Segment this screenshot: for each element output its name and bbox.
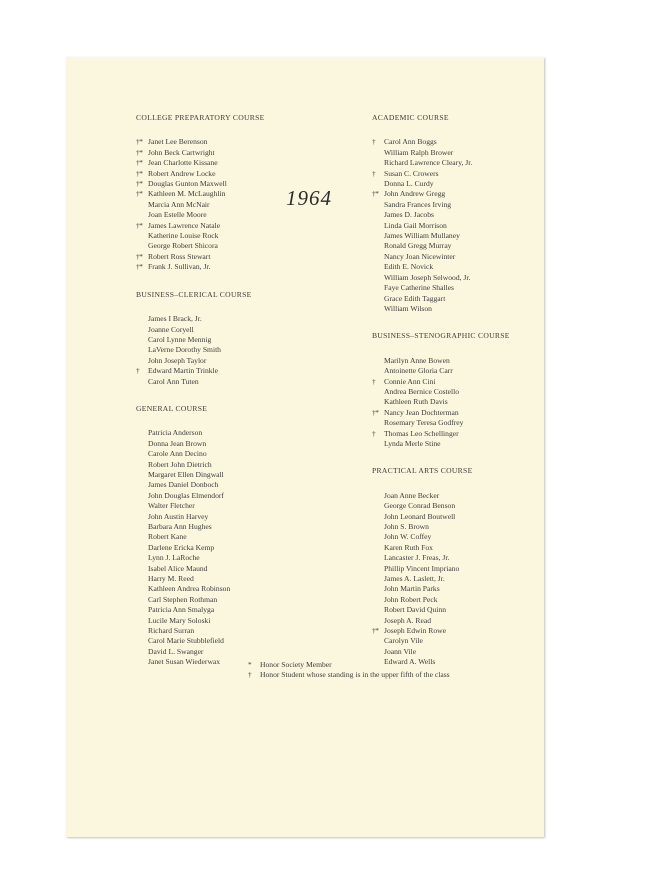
student-name: James D. Jacobs: [384, 210, 434, 220]
legend-text: Honor Society Member: [260, 660, 332, 669]
student-row: [372, 512, 552, 522]
student-name: Kathleen Andrea Robinson: [148, 584, 231, 594]
course-section-business-clerical-course: [136, 290, 336, 387]
honor-mark: †*: [372, 189, 379, 199]
honor-mark: †: [372, 168, 376, 178]
student-row: [372, 179, 552, 189]
student-row: [372, 169, 552, 179]
student-row: [372, 294, 552, 304]
student-name: John S. Brown: [384, 522, 429, 531]
student-row: [136, 231, 336, 241]
student-row: [136, 564, 336, 574]
course-heading: PRACTICAL ARTS COURSE: [372, 466, 473, 476]
student-name: John Douglas Elmendorf: [148, 490, 224, 500]
student-name: William Joseph Selwood, Jr.: [384, 272, 471, 282]
student-row: [372, 501, 552, 511]
student-name: Douglas Gunton Maxwell: [148, 179, 227, 189]
student-name: Faye Catherine Shalles: [384, 283, 455, 293]
student-name: Robert Andrew Locke: [148, 168, 216, 178]
honor-mark: †*: [136, 251, 143, 261]
student-name: Frank J. Sullivan, Jr.: [148, 262, 211, 272]
student-name: Joseph Edwin Rowe: [384, 626, 447, 636]
student-row: [372, 200, 552, 210]
student-name: Phillip Vincent Impriano: [384, 563, 460, 573]
student-name: Rosemary Teresa Godfrey: [384, 418, 464, 428]
student-name: William Ralph Brower: [384, 147, 454, 157]
student-row: [372, 636, 552, 646]
student-name: Harry M. Reed: [148, 574, 194, 584]
course-section-general-course: [136, 404, 336, 668]
student-row: [136, 460, 336, 470]
student-name: Kathleen Ruth Davis: [384, 397, 448, 407]
honor-mark: †*: [136, 179, 143, 189]
course-section-practical-arts-course: [372, 466, 552, 667]
student-row: [136, 595, 336, 605]
student-name: Andrea Bernice Costello: [384, 386, 460, 396]
student-row: [136, 366, 336, 376]
course-heading: GENERAL COURSE: [136, 403, 208, 413]
student-row: [136, 574, 336, 584]
student-row: [372, 231, 552, 241]
honor-mark: †*: [372, 626, 379, 636]
student-row: [136, 325, 336, 335]
student-name: John Joseph Taylor: [148, 355, 207, 365]
legend: [248, 660, 450, 681]
student-name: Carolyn Vile: [384, 636, 423, 646]
student-name: Marilyn Anne Bowen: [384, 355, 450, 365]
student-row: [136, 158, 336, 168]
student-row: [136, 480, 336, 490]
student-row: [372, 210, 552, 220]
student-row: [136, 262, 336, 272]
course-heading: COLLEGE PREPARATORY COURSE: [136, 113, 265, 122]
student-row: [136, 335, 336, 345]
student-name: John W. Coffey: [384, 532, 432, 542]
student-row: [372, 543, 552, 553]
student-name: LaVerne Dorothy Smith: [148, 345, 221, 355]
student-name: Isabel Alice Maund: [148, 563, 208, 573]
student-name: Barbara Ann Hughes: [148, 522, 212, 531]
student-row: [136, 636, 336, 646]
student-row: [136, 137, 336, 147]
student-name: Carl Stephen Rothman: [148, 594, 218, 604]
student-row: [136, 543, 336, 553]
student-row: [372, 616, 552, 626]
student-row: [372, 366, 552, 376]
student-name: Joan Estelle Moore: [148, 210, 207, 220]
student-name: John Andrew Gregg: [384, 189, 446, 199]
student-name: John Beck Cartwright: [148, 147, 215, 157]
student-name: Nancy Joan Nicewinter: [384, 251, 456, 261]
student-row: [372, 595, 552, 605]
student-name: Marcia Ann McNair: [148, 199, 210, 209]
student-row: [136, 241, 336, 251]
student-row: [136, 553, 336, 563]
student-row: [372, 397, 552, 407]
student-row: [372, 283, 552, 293]
student-name: John Austin Harvey: [148, 511, 209, 521]
course-section-business-stenographic-course: [372, 331, 552, 449]
honor-mark: †*: [136, 189, 143, 199]
student-row: [372, 418, 552, 428]
honor-mark: †: [372, 428, 376, 438]
student-name: Walter Fletcher: [148, 501, 195, 511]
student-name: Janet Lee Berenson: [148, 137, 208, 147]
student-name: Patricia Anderson: [148, 428, 203, 438]
legend-text: Honor Student whose standing is in the upper fifth of the class: [260, 670, 450, 680]
student-row: [136, 356, 336, 366]
student-row: [372, 148, 552, 158]
student-row: [372, 605, 552, 615]
student-name: Carol Lynne Mennig: [148, 334, 212, 344]
student-name: George Conrad Benson: [384, 501, 456, 511]
student-row: [372, 522, 552, 532]
student-name: James A. Laslett, Jr.: [384, 574, 445, 584]
honor-mark: †*: [372, 407, 379, 417]
student-name: Katherine Louise Rock: [148, 231, 219, 241]
student-row: [372, 387, 552, 397]
student-row: [372, 273, 552, 283]
student-row: [372, 491, 552, 501]
course-heading: BUSINESS–STENOGRAPHIC COURSE: [372, 331, 510, 341]
student-list: [136, 137, 336, 272]
student-name: Joseph A. Read: [384, 615, 432, 625]
student-name: Robert John Dietrich: [148, 459, 212, 469]
student-name: Lynda Merle Stine: [384, 438, 441, 448]
honor-mark: †*: [136, 262, 143, 272]
student-name: Kathleen M. McLaughlin: [148, 189, 226, 199]
student-row: [372, 158, 552, 168]
student-row: [136, 189, 336, 199]
student-row: [136, 252, 336, 262]
student-name: Carol Ann Boggs: [384, 137, 437, 147]
honor-mark: †*: [136, 137, 143, 147]
student-row: [372, 262, 552, 272]
honor-mark: †: [372, 137, 376, 147]
student-name: James Lawrence Natale: [148, 220, 221, 230]
student-list: [372, 356, 552, 450]
student-row: [372, 584, 552, 594]
right-column: [372, 113, 552, 685]
student-row: [372, 356, 552, 366]
student-name: Darlene Ericka Kemp: [148, 542, 215, 552]
student-row: [136, 647, 336, 657]
student-name: William Wilson: [384, 303, 432, 313]
student-name: George Robert Shicora: [148, 241, 218, 251]
honor-mark: †*: [136, 220, 143, 230]
student-row: [136, 584, 336, 594]
student-name: Richard Surran: [148, 626, 195, 636]
student-row: [136, 449, 336, 459]
honor-mark: †: [372, 376, 376, 386]
student-row: [136, 221, 336, 231]
student-row: [136, 501, 336, 511]
student-row: [372, 626, 552, 636]
student-row: [136, 314, 336, 324]
course-heading: ACADEMIC COURSE: [372, 113, 449, 122]
student-row: [136, 200, 336, 210]
student-name: Edward A. Wells: [384, 657, 436, 667]
student-name: Jean Charlotte Kissane: [148, 158, 218, 168]
student-name: James I Brack, Jr.: [148, 314, 202, 324]
legend-item: [248, 670, 450, 680]
course-section-college-preparatory-course: [136, 113, 336, 273]
student-name: Sandra Frances Irving: [384, 199, 452, 209]
student-name: Richard Lawrence Cleary, Jr.: [384, 158, 473, 168]
student-name: James William Mullaney: [384, 231, 460, 241]
student-name: Joann Vile: [384, 646, 417, 656]
student-row: [372, 553, 552, 563]
student-name: Carol Marie Stubblefield: [148, 636, 224, 646]
student-name: Robert Kane: [148, 532, 187, 542]
student-row: [372, 377, 552, 387]
student-row: [136, 210, 336, 220]
student-name: Connie Ann Cini: [384, 376, 436, 386]
student-row: [372, 252, 552, 262]
student-name: Janet Susan Wiederwax: [148, 657, 221, 667]
student-name: Lancaster J. Freas, Jr.: [384, 553, 450, 563]
student-name: Joan Anne Becker: [384, 490, 440, 500]
student-row: [372, 647, 552, 657]
honor-mark: †*: [136, 147, 143, 157]
student-row: [372, 189, 552, 199]
student-row: [136, 345, 336, 355]
student-row: [372, 532, 552, 542]
student-row: [372, 241, 552, 251]
student-row: [136, 148, 336, 158]
student-name: Lucile Mary Soloski: [148, 615, 211, 625]
student-name: Edith E. Novick: [384, 262, 434, 272]
student-list: [372, 491, 552, 668]
student-row: [136, 626, 336, 636]
student-row: [136, 169, 336, 179]
course-section-academic-course: [372, 113, 552, 314]
course-heading: BUSINESS–CLERICAL COURSE: [136, 289, 252, 299]
student-name: Robert Ross Stewart: [148, 251, 211, 261]
student-name: David L. Swanger: [148, 646, 204, 656]
student-row: [136, 179, 336, 189]
student-row: [372, 221, 552, 231]
student-name: Susan C. Crowers: [384, 168, 439, 178]
student-list: [136, 428, 336, 667]
student-row: [372, 137, 552, 147]
student-name: Donna L. Curdy: [384, 179, 434, 189]
student-row: [136, 522, 336, 532]
student-name: Donna Jean Brown: [148, 438, 207, 448]
student-name: Lynn J. LaRoche: [148, 553, 200, 563]
student-row: [136, 512, 336, 522]
year-title: 1964: [286, 186, 332, 210]
honor-mark: †*: [136, 158, 143, 168]
student-row: [136, 532, 336, 542]
student-name: Edward Martin Trinkle: [148, 366, 219, 376]
student-name: Ronald Gregg Murray: [384, 241, 452, 251]
student-row: [372, 304, 552, 314]
student-row: [372, 574, 552, 584]
student-name: Carole Ann Decino: [148, 449, 207, 459]
student-name: Patricia Ann Smalyga: [148, 605, 215, 615]
student-row: [372, 439, 552, 449]
honor-mark: †: [136, 366, 140, 376]
student-name: Carol Ann Tuten: [148, 376, 199, 386]
legend-item: [248, 660, 450, 670]
left-column: [136, 113, 336, 685]
student-name: Robert David Quinn: [384, 605, 447, 615]
student-name: Grace Edith Taggart: [384, 293, 446, 303]
student-row: [372, 429, 552, 439]
student-name: Antoinette Gloria Carr: [384, 366, 453, 376]
student-row: [372, 564, 552, 574]
student-list: [372, 137, 552, 314]
student-name: John Leonard Boutwell: [384, 511, 456, 521]
student-row: [136, 616, 336, 626]
honor-mark: †*: [136, 168, 143, 178]
student-name: Thomas Leo Schellinger: [384, 428, 459, 438]
student-name: John Robert Peck: [384, 594, 438, 604]
student-name: Karen Ruth Fox: [384, 542, 433, 552]
student-name: John Martin Parks: [384, 584, 440, 594]
student-name: Joanne Coryell: [148, 324, 194, 334]
student-row: [136, 439, 336, 449]
student-row: [136, 605, 336, 615]
student-row: [136, 377, 336, 387]
legend-symbol: †: [248, 670, 252, 680]
student-list: [136, 314, 336, 387]
student-name: Margaret Ellen Dingwall: [148, 469, 224, 479]
student-name: James Daniel Donboch: [148, 480, 219, 490]
legend-symbol: *: [248, 660, 252, 669]
student-row: [136, 491, 336, 501]
student-row: [372, 408, 552, 418]
student-row: [136, 470, 336, 480]
student-name: Nancy Jean Dochterman: [384, 407, 459, 417]
student-name: Linda Gail Morrison: [384, 220, 447, 230]
student-row: [136, 428, 336, 438]
